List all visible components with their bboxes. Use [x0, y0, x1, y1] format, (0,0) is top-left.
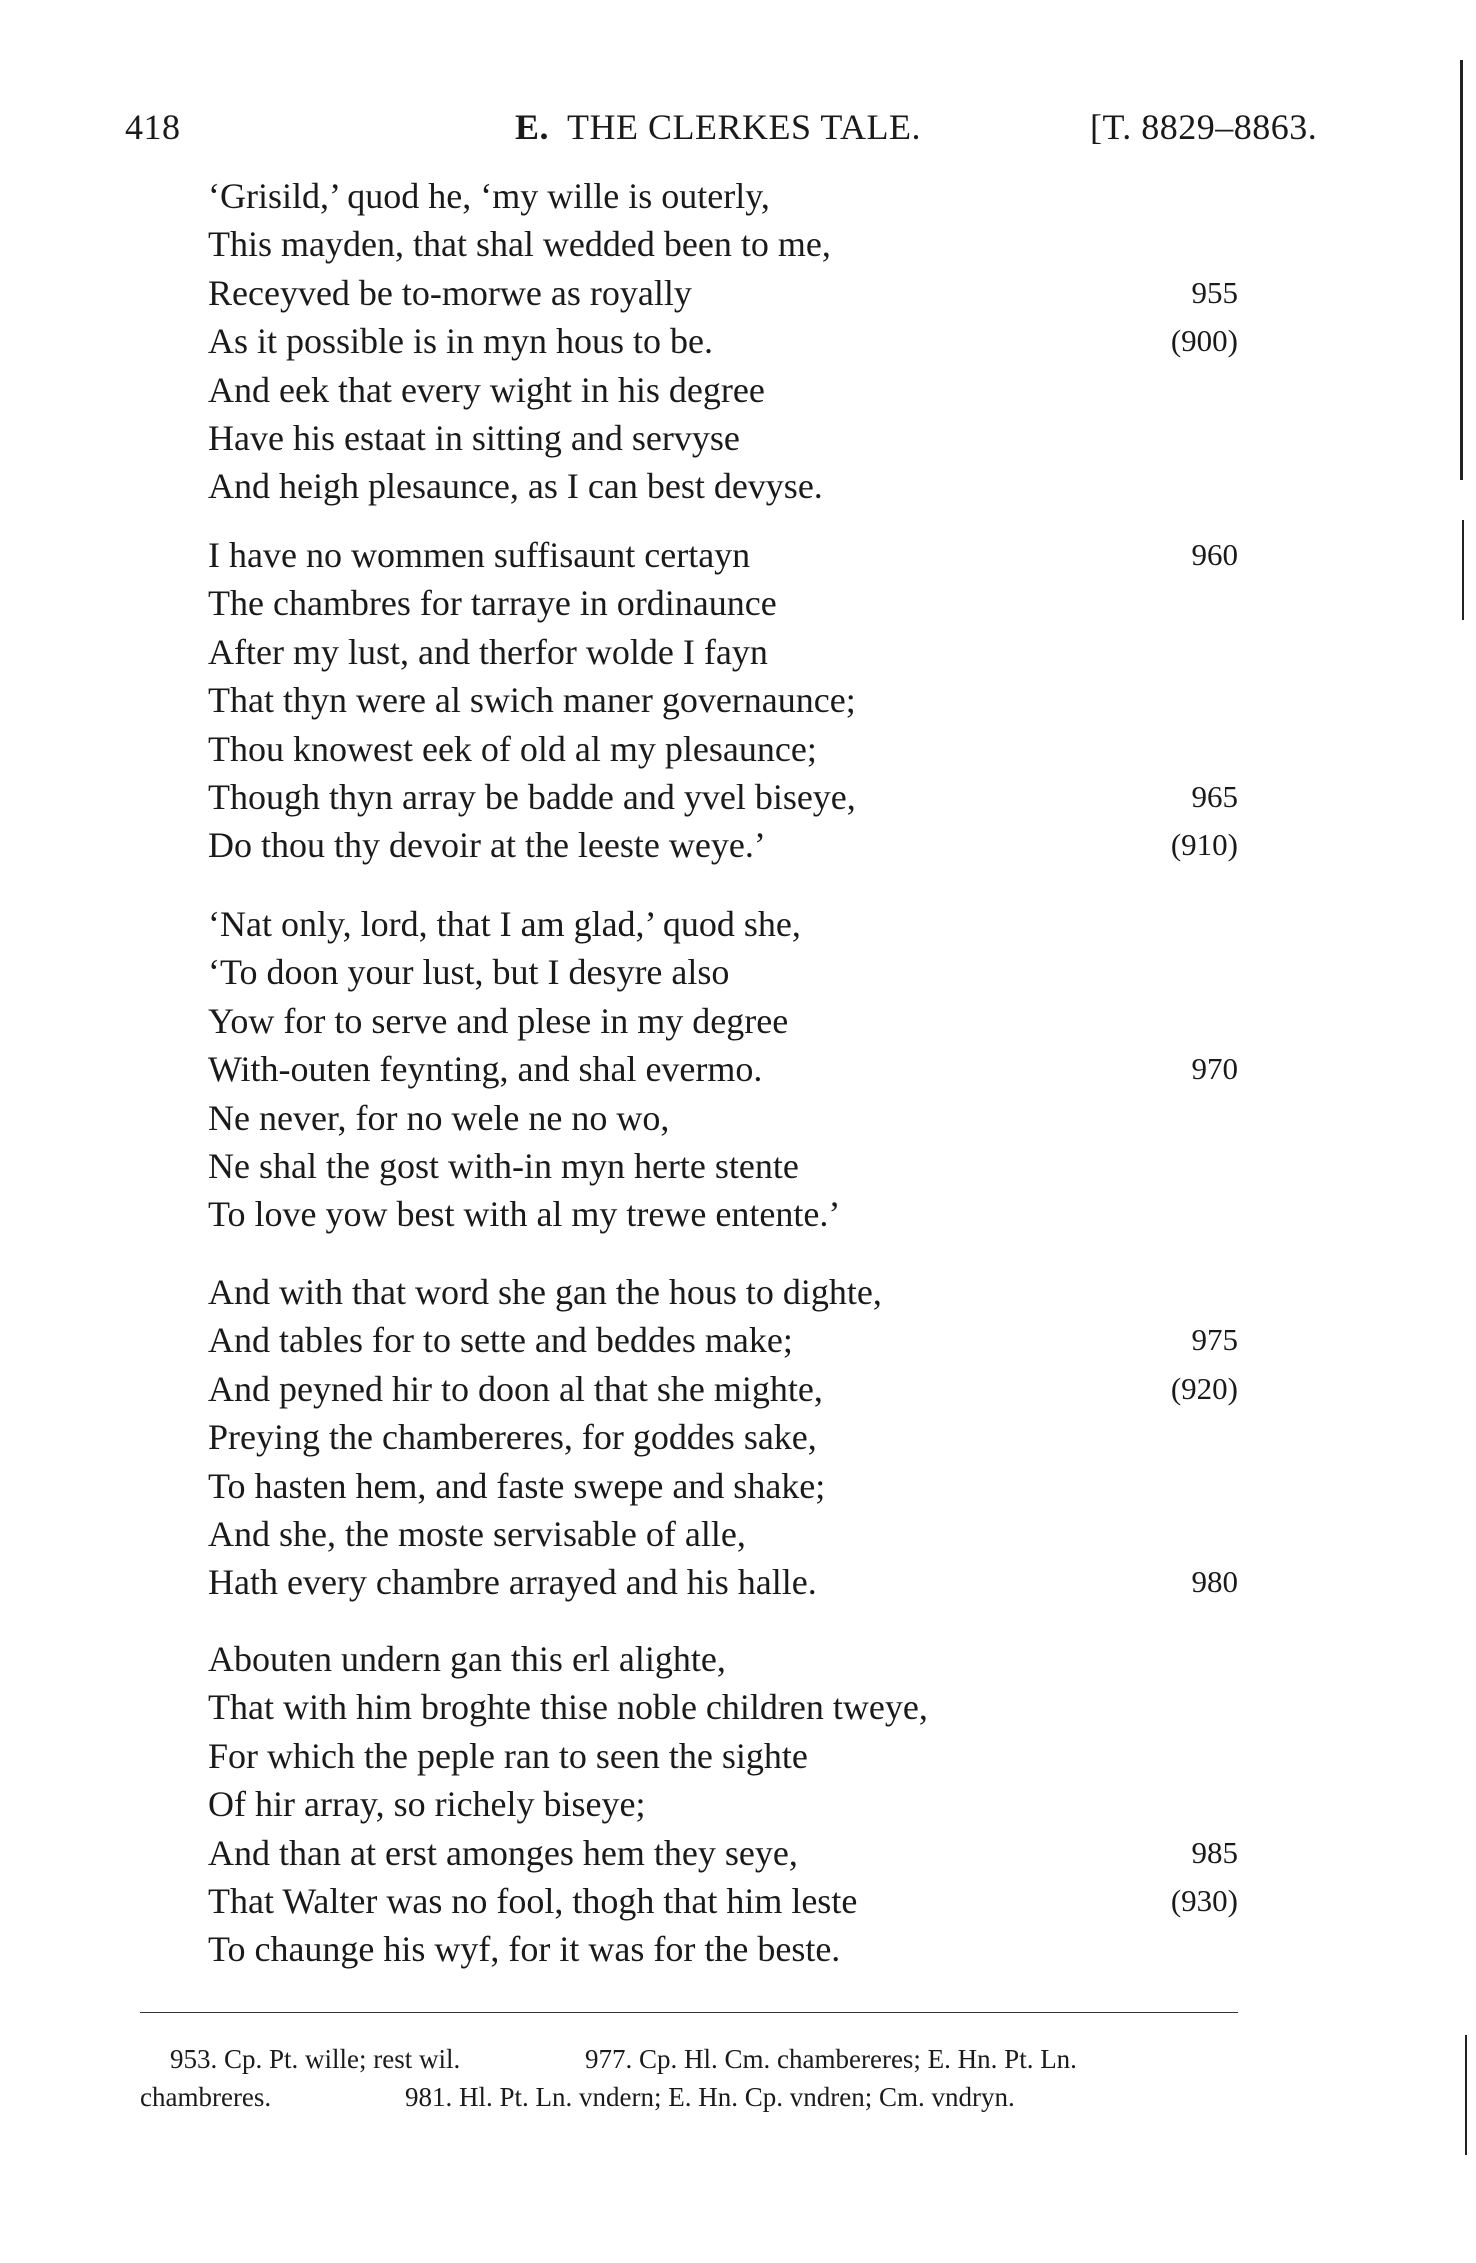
verse-line — [208, 1635, 1238, 1683]
verse-line — [208, 948, 1238, 996]
verse-line — [208, 821, 1238, 869]
verse-line — [208, 773, 1238, 821]
verse-text: Though thyn array be badde and yvel biseye, — [208, 776, 856, 817]
verse-text: ‘Grisild,’ quod he, ‘my wille is outerly, — [208, 176, 770, 216]
footnotes — [140, 2040, 1238, 2116]
verse-text: Do thou thy devoir at the leeste weye.’ — [208, 825, 766, 866]
verse-line — [208, 1045, 1238, 1093]
footnote-977-continued: chambreres. — [140, 2082, 272, 2112]
running-title — [515, 106, 921, 148]
stanza — [208, 172, 1238, 511]
verse-line — [208, 1316, 1238, 1364]
line-number: 960 — [1191, 537, 1238, 572]
verse-line — [208, 414, 1238, 462]
footnote-line — [140, 2078, 1238, 2116]
verse-line — [208, 1365, 1238, 1413]
verse-line — [208, 1683, 1238, 1731]
verse-line — [208, 220, 1238, 268]
line-number: 985 — [1191, 1834, 1238, 1870]
verse-text: After my lust, and therfor wolde I fayn — [208, 631, 768, 672]
verse-text: To chaunge his wyf, for it was for the beste. — [208, 1929, 841, 1970]
verse-text: Ne never, for no wele ne no wo, — [208, 1097, 670, 1138]
verse-text: And eek that every wight in his degree — [208, 369, 765, 410]
verse-text: And with that word she gan the hous to dighte, — [208, 1272, 882, 1312]
footnote-rule — [140, 2012, 1238, 2013]
verse-text: To love yow best with al my trewe entente.’ — [208, 1194, 841, 1235]
verse-line — [208, 172, 1238, 220]
verse-line — [208, 1558, 1238, 1606]
verse-text: Yow for to serve and plese in my degree — [208, 1000, 789, 1041]
verse-text: Thou knowest eek of old al my plesaunce; — [208, 728, 817, 769]
stanza — [208, 900, 1238, 1239]
line-number: (930) — [1170, 1882, 1238, 1918]
verse-text: That thyn were al swich maner governaunce; — [208, 680, 856, 721]
verse-line — [208, 1877, 1238, 1925]
verse-line — [208, 1925, 1238, 1973]
verse-text: The chambres for tarraye in ordinaunce — [208, 583, 777, 624]
page-number: 418 — [125, 107, 181, 147]
line-number: (910) — [1170, 827, 1238, 863]
verse-line — [208, 1190, 1238, 1238]
line-number: (900) — [1170, 323, 1238, 359]
verse-text: And tables for to sette and beddes make; — [208, 1320, 793, 1361]
tale-title: THE CLERKES TALE. — [567, 107, 921, 147]
verse-text: Abouten undern gan this erl alighte, — [208, 1639, 726, 1679]
verse-text: That Walter was no fool, thogh that him leste — [208, 1880, 858, 1921]
verse-text: And than at erst amonges hem they seye, — [208, 1832, 798, 1873]
page-edge-mark — [1460, 60, 1463, 480]
line-range: [T. 8829–8863. — [1090, 107, 1318, 147]
verse-text: Ne shal the gost with-in myn herte stente — [208, 1145, 799, 1186]
verse-line — [208, 1142, 1238, 1190]
footnote-977: 977. Cp. Hl. Cm. chambereres; E. Hn. Pt. Ln. — [585, 2044, 1077, 2074]
footnote-line — [140, 2040, 1238, 2078]
stanza — [208, 1268, 1238, 1607]
verse-line — [208, 1462, 1238, 1510]
verse-line — [208, 1732, 1238, 1780]
footnote-953: 953. Cp. Pt. wille; rest wil. — [170, 2044, 461, 2074]
verse-line — [208, 1510, 1238, 1558]
verse-text: ‘Nat only, lord, that I am glad,’ quod she, — [208, 904, 801, 944]
verse-line — [208, 1094, 1238, 1142]
line-number: 965 — [1191, 778, 1238, 814]
verse-line — [208, 997, 1238, 1045]
footnote-981: 981. Hl. Pt. Ln. vndern; E. Hn. Cp. vndren; Cm. vndryn. — [405, 2082, 1015, 2112]
verse-text: Of hir array, so richely biseye; — [208, 1784, 646, 1825]
verse-line — [208, 725, 1238, 773]
verse-text: This mayden, that shal wedded been to me, — [208, 224, 831, 265]
stanza — [208, 1635, 1238, 1974]
verse-line — [208, 366, 1238, 414]
verse-text: With-outen feynting, and shal evermo. — [208, 1049, 763, 1090]
verse-line — [208, 900, 1238, 948]
verse-text: For which the peple ran to seen the sighte — [208, 1735, 808, 1776]
verse-line — [208, 579, 1238, 627]
verse-text: Have his estaat in sitting and servyse — [208, 417, 740, 458]
page-edge-mark — [1462, 520, 1464, 620]
line-number: 970 — [1191, 1051, 1238, 1087]
verse-text: And she, the moste servisable of alle, — [208, 1513, 746, 1554]
line-number: 975 — [1191, 1322, 1238, 1358]
running-header — [125, 106, 1318, 150]
verse-line — [208, 531, 1238, 579]
page-edge-mark — [1465, 2035, 1467, 2155]
verse-text: I have no wommen suffisaunt certayn — [208, 535, 751, 575]
stanza — [208, 531, 1238, 870]
verse-text: To hasten hem, and faste swepe and shake; — [208, 1465, 826, 1506]
verse-line — [208, 1780, 1238, 1828]
line-number: 955 — [1191, 274, 1238, 310]
verse-line — [208, 1829, 1238, 1877]
verse-text: And peyned hir to doon al that she mighte, — [208, 1368, 823, 1409]
verse-line — [208, 628, 1238, 676]
verse-line — [208, 1413, 1238, 1461]
verse-line — [208, 317, 1238, 365]
verse-text: And heigh plesaunce, as I can best devyse. — [208, 466, 823, 507]
verse-text: Hath every chambre arrayed and his halle. — [208, 1562, 817, 1603]
verse-line — [208, 269, 1238, 317]
verse-text: Receyved be to-morwe as royally — [208, 272, 692, 313]
line-number: 980 — [1191, 1564, 1238, 1600]
verse-text: That with him broghte thise noble children tweye, — [208, 1687, 928, 1728]
line-number: (920) — [1170, 1370, 1238, 1406]
verse-text: Preying the chambereres, for goddes sake, — [208, 1417, 817, 1458]
section-letter: E. — [515, 107, 550, 147]
verse-text: As it possible is in myn hous to be. — [208, 321, 714, 362]
verse-text: ‘To doon your lust, but I desyre also — [208, 952, 730, 993]
verse-line — [208, 676, 1238, 724]
verse-line — [208, 1268, 1238, 1316]
verse-line — [208, 462, 1238, 510]
